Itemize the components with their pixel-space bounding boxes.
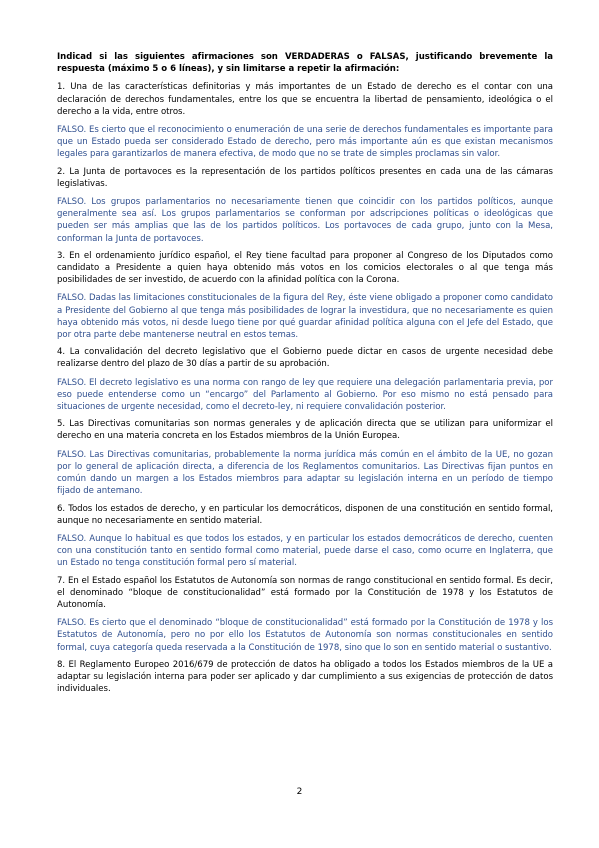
instructions-heading: Indicad si las siguientes afirmaciones son VERDADERAS o FALSAS, justificando brevemente la respuesta (máximo 5 o 6 líneas), y sin limitarse a repetir la afirmación: — [57, 52, 553, 75]
answer-6: FALSO. Aunque lo habitual es que todos los estados, y en particular los estados democráticos de derecho, cuenten con una constitución tanto en sentido formal como material, puede darse el caso, como ocurre en Inglaterra, que un Estado no tenga constitución formal pero sí material. — [57, 533, 553, 569]
question-3: 3. En el ordenamiento jurídico español, el Rey tiene facultad para proponer al Congreso de los Diputados como candidato a Presidente a quien haya obtenido más votos en los comicios electorales o al que tenga más posibilidades de ser investido, de acuerdo con la afinidad política con la Corona. — [57, 250, 553, 286]
question-2: 2. La Junta de portavoces es la representación de los partidos políticos presentes en cada una de las cámaras legislativas. — [57, 166, 553, 189]
question-7: 7. En el Estado español los Estatutos de Autonomía son normas de rango constitucional en sentido formal. Es decir, el denominado “bloque de constitucionalidad” está formado por la Constitución de 1978 y los Estatutos de Autonomía. — [57, 575, 553, 610]
answer-4: FALSO. El decreto legislativo es una norma con rango de ley que requiere una delegación parlamentaria previa, por eso puede entenderse como un “encargo” del Parlamento al Gobierno. Por eso mismo no está pensado para situaciones de urgente necesidad, como el decreto-ley, ni requiere convalidación posterior. — [57, 377, 553, 413]
question-6: 6. Todos los estados de derecho, y en particular los democráticos, disponen de una constitución en sentido formal, aunque no necesariamente en sentido material. — [57, 503, 553, 526]
answer-5: FALSO. Las Directivas comunitarias, probablemente la norma jurídica más común en el ámbito de la UE, no gozan por lo general de aplicación directa, a diferencia de los Reglamentos comunitarios. Las Directivas fijan puntos en común dando un margen a los Estados miembros para adaptar su legislación interna en un período de tiempo fijado de antemano. — [57, 449, 553, 497]
document-page — [57, 51, 553, 701]
answer-2: FALSO. Los grupos parlamentarios no necesariamente tienen que coincidir con los partidos políticos, aunque generalmente sea así. Los grupos parlamentarios se conforman por adscripciones políticas o ideológicas que pueden ser más amplias que las de los partidos políticos. Los portavoces de cada grupo, junto con la Mesa, conforman la Junta de portavoces. — [57, 197, 553, 244]
answer-1: FALSO. Es cierto que el reconocimiento o enumeración de una serie de derechos fundamentales es importante para que un Estado pueda ser considerado Estado de derecho, pero más importante aún es que existan mecanismos legales para garantizarlos de manera efectiva, de modo que no se trate de simples proclamas sin valor. — [57, 125, 553, 160]
answer-7: FALSO. Es cierto que el denominado “bloque de constitucionalidad” está formado por la Constitución de 1978 y los Estatutos de Autonomía, pero no por ello los Estatutos de Autonomía son normas constitucionales en sentido formal, cuya categoría queda reservada a la Constitución de 1978, sino que lo son en sentido material o sustantivo. — [57, 618, 553, 653]
question-1: 1. Una de las características definitorias y más importantes de un Estado de derecho es el contar con una declaración de derechos fundamentales, entre los que se encuentra la libertad de pensamiento, ideológica o el derecho a la vida, entre otros. — [57, 82, 553, 117]
question-5: 5. Las Directivas comunitarias son normas generales y de aplicación directa que se utilizan para uniformizar el derecho en una materia concreta en los Estados miembros de la Unión Europea. — [57, 419, 553, 442]
question-8: 8. El Reglamento Europeo 2016/679 de protección de datos ha obligado a todos los Estados miembros de la UE a adaptar su legislación interna para poder ser aplicado y dar cumplimiento a sus exigencias de protección de datos individuales. — [57, 659, 553, 695]
answer-3: FALSO. Dadas las limitaciones constitucionales de la figura del Rey, éste viene obligado a proponer como candidato a Presidente del Gobierno al que tenga más posibilidades de lograr la investidura, que no necesariamente es quien haya obtenido más votos, ni desde luego tiene por qué guardar afinidad política alguna con el Jefe del Estado, que por otra parte debe mantenerse neutral en estos temas. — [57, 293, 553, 341]
question-4: 4. La convalidación del decreto legislativo que el Gobierno puede dictar en casos de urgente necesidad debe realizarse dentro del plazo de 30 días a partir de su aprobación. — [57, 347, 553, 370]
page-number: 2 — [296, 787, 303, 797]
